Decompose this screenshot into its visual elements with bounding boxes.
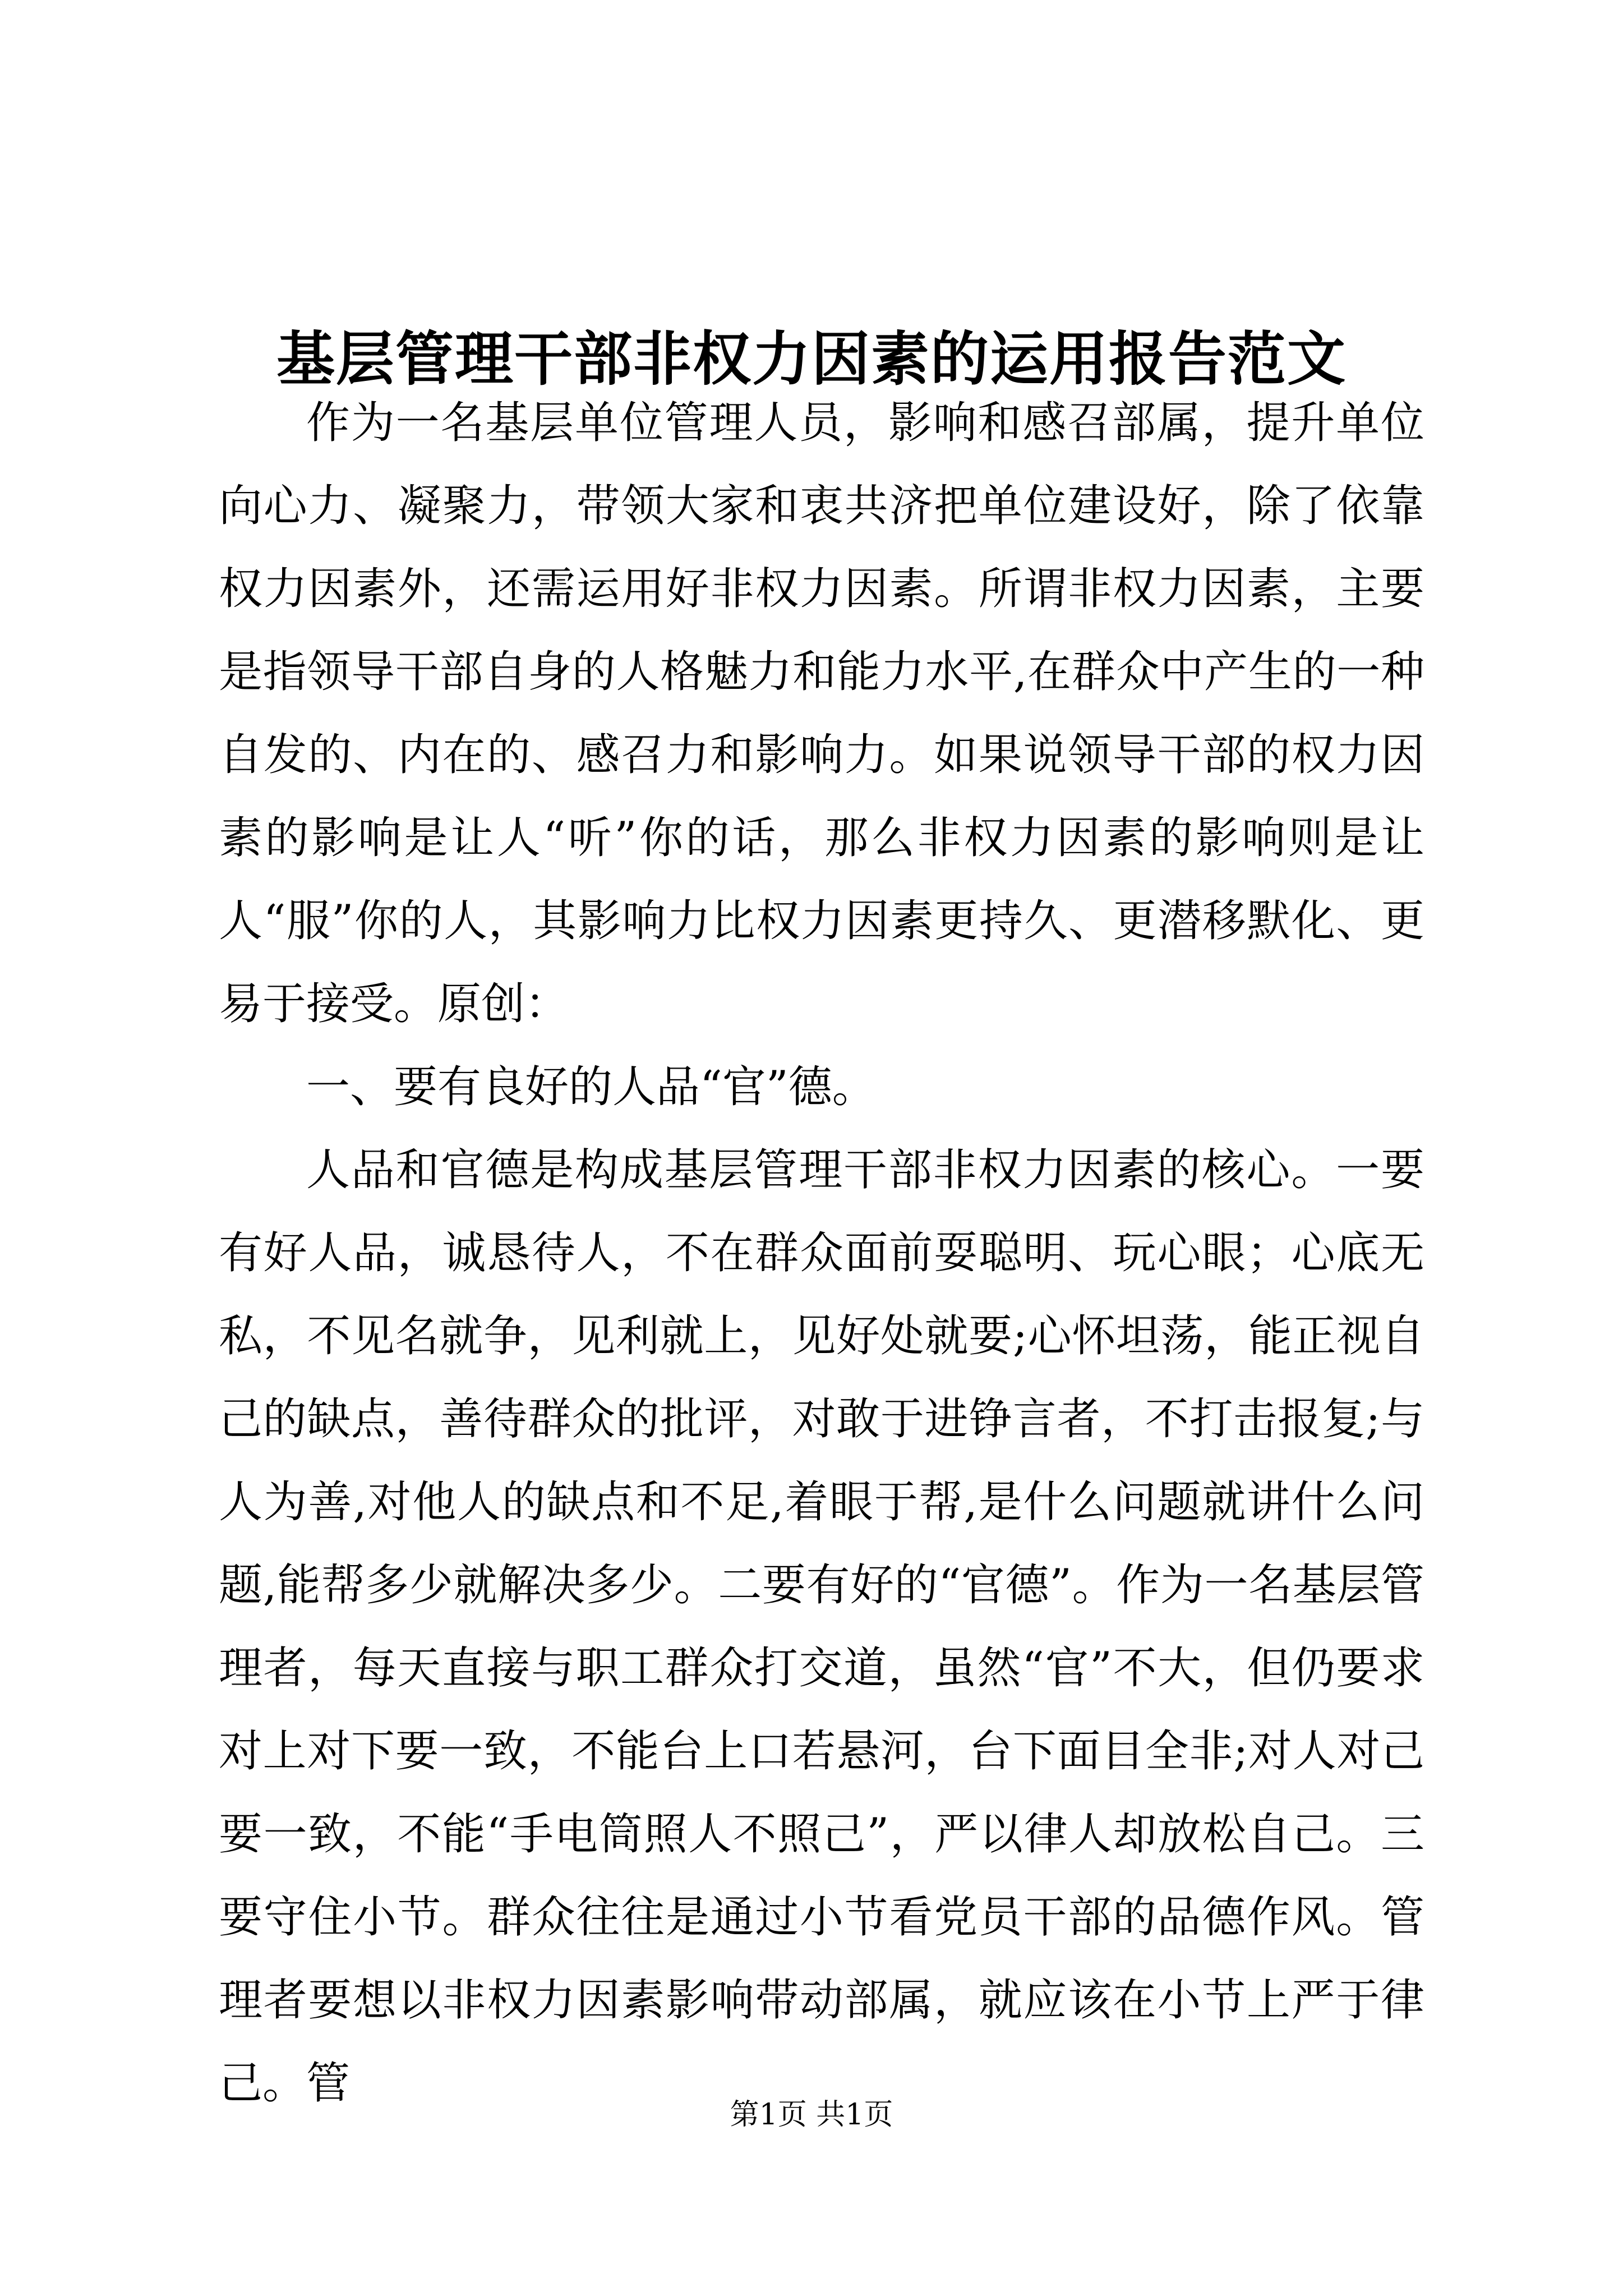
section-heading-1: 一、要有良好的人品“官”德。 (306, 1062, 876, 1112)
document-body (219, 381, 1424, 2125)
page-number-footer: 第1页 共1页 (730, 2098, 893, 2132)
paragraph-section-1: 人品和官德是构成基层管理干部非权力因素的核心。一要有好人品，诚恳待人，不在群众面前耍聪明、玩心眼；心底无私，不见名就争，见利就上，见好处就要;心怀坦荡，能正视自己的缺点，善待群众的批评，对敢于进铮言者，不打击报复;与人为善,对他人的缺点和不足,着眼于帮,是什么问题就讲什么问题,能帮多少就解决多少。二要有好的“官德”。作为一名基层管理者，每天直接与职工群众打交道，虽然“官”不大，但仍要求对上对下要一致，不能台上口若悬河，台下面目全非;对人对己要一致，不能“手电筒照人不照己”，严以律人却放松自己。三要守住小节。群众往往是通过小节看党员干部的品德作风。管理者要想以非权力因素影响带动部属，就应该在小节上严于律己。管 (219, 1145, 1424, 2109)
document-title: 基层管理干部非权力因素的运用报告范文 (276, 324, 1347, 393)
paragraph-intro: 作为一名基层单位管理人员，影响和感召部属，提升单位向心力、凝聚力，带领大家和衷共济把单位建设好，除了依靠权力因素外，还需运用好非权力因素。所谓非权力因素，主要是指领导干部自身的人格魅力和能力水平,在群众中产生的一种自发的、内在的、感召力和影响力。如果说领导干部的权力因素的影响是让人“听”你的话，那么非权力因素的影响则是让人“服”你的人，其影响力比权力因素更持久、更潜移默化、更易于接受。原创： (219, 398, 1424, 1029)
